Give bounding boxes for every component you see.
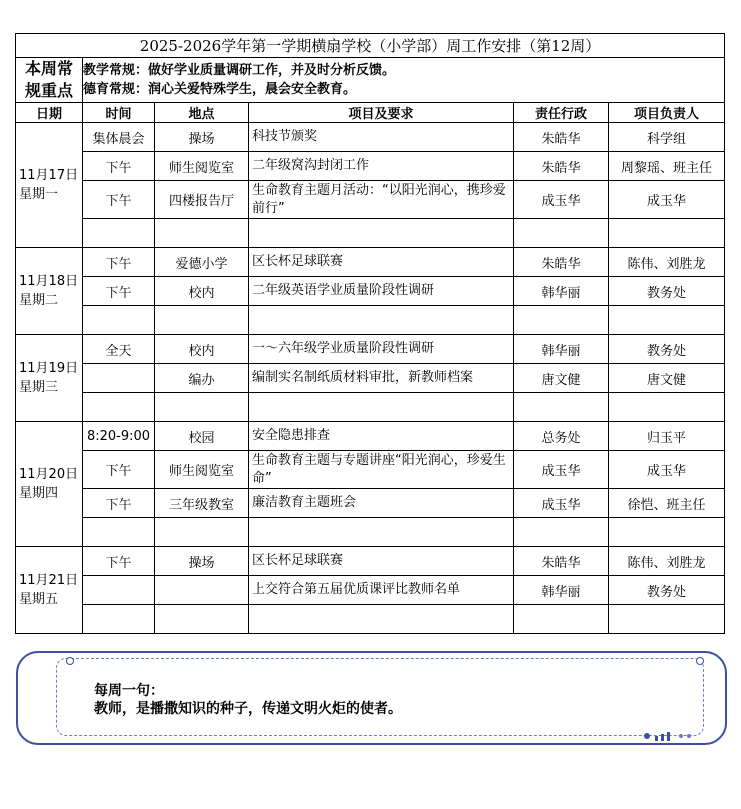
time-cell: 8:20-9:00	[83, 422, 155, 451]
weekday-label: 星期四	[19, 486, 59, 501]
header-admin: 责任行政	[514, 103, 609, 123]
empty-row	[16, 306, 725, 335]
time-cell: 全天	[83, 335, 155, 364]
focus-label-line2: 规重点	[24, 81, 73, 100]
place-cell: 校内	[155, 277, 249, 306]
leader-cell: 徐恺、班主任	[609, 489, 725, 518]
time-cell: 下午	[83, 248, 155, 277]
time-cell: 下午	[83, 451, 155, 489]
item-cell: 一～六年级学业质量阶段性调研	[249, 335, 514, 364]
header-place: 地点	[155, 103, 249, 123]
time-cell: 下午	[83, 489, 155, 518]
focus-label-line1: 本周常	[24, 59, 73, 78]
date-cell	[16, 335, 83, 422]
leader-cell: 成玉华	[609, 451, 725, 489]
item-cell: 科技节颁奖	[249, 123, 514, 152]
leader-cell: 成玉华	[609, 181, 725, 219]
table-row	[16, 451, 725, 489]
table-row	[16, 123, 725, 152]
place-cell: 师生阅览室	[155, 152, 249, 181]
place-cell: 操场	[155, 547, 249, 576]
time-cell: 下午	[83, 152, 155, 181]
date-label: 11月21日	[19, 573, 79, 588]
place-cell: 操场	[155, 123, 249, 152]
weekly-focus-content	[83, 58, 725, 103]
time-cell	[83, 364, 155, 393]
admin-cell: 朱皓华	[514, 248, 609, 277]
signal-bars-icon	[643, 731, 695, 741]
item-cell: 生命教育主题与专题讲座“阳光润心，珍爱生命”	[249, 451, 514, 489]
table-row	[16, 181, 725, 219]
weekday-label: 星期三	[19, 380, 59, 395]
leader-cell: 教务处	[609, 277, 725, 306]
place-cell: 三年级教室	[155, 489, 249, 518]
weekday-label: 星期五	[19, 592, 59, 607]
frame-dot-icon	[696, 657, 704, 665]
place-cell	[155, 576, 249, 605]
leader-cell: 教务处	[609, 576, 725, 605]
place-cell: 爱德小学	[155, 248, 249, 277]
item-cell: 生命教育主题月活动：“以阳光润心，携珍爱前行”	[249, 181, 514, 219]
place-cell: 校内	[155, 335, 249, 364]
frame-dot-icon	[66, 657, 74, 665]
header-leader: 项目负责人	[609, 103, 725, 123]
item-cell: 安全隐患排查	[249, 422, 514, 451]
item-cell: 编制实名制纸质材料审批，新教师档案	[249, 364, 514, 393]
table-row	[16, 547, 725, 576]
leader-cell: 教务处	[609, 335, 725, 364]
time-cell: 下午	[83, 181, 155, 219]
place-cell: 四楼报告厅	[155, 181, 249, 219]
table-header-row	[16, 103, 725, 123]
date-label: 11月20日	[19, 467, 79, 482]
table-row	[16, 364, 725, 393]
weekly-focus-label	[16, 58, 83, 103]
empty-row	[16, 219, 725, 248]
empty-row	[16, 518, 725, 547]
item-cell: 廉洁教育主题班会	[249, 489, 514, 518]
leader-cell: 陈伟、刘胜龙	[609, 547, 725, 576]
place-cell: 师生阅览室	[155, 451, 249, 489]
item-cell: 上交符合第五届优质课评比教师名单	[249, 576, 514, 605]
page-title: 2025-2026学年第一学期横扇学校（小学部）周工作安排（第12周）	[16, 34, 725, 58]
date-cell	[16, 422, 83, 547]
item-cell: 区长杯足球联赛	[249, 547, 514, 576]
header-date: 日期	[16, 103, 83, 123]
admin-cell: 朱皓华	[514, 152, 609, 181]
date-cell	[16, 248, 83, 335]
leader-cell: 归玉平	[609, 422, 725, 451]
table-row	[16, 422, 725, 451]
date-label: 11月17日	[19, 168, 79, 183]
table-row	[16, 277, 725, 306]
quote-title: 每周一句：	[94, 683, 164, 699]
time-cell	[83, 576, 155, 605]
weekly-schedule-table	[15, 33, 725, 634]
admin-cell: 朱皓华	[514, 123, 609, 152]
date-label: 11月18日	[19, 274, 79, 289]
admin-cell: 朱皓华	[514, 547, 609, 576]
teaching-focus: 教学常规：做好学业质量调研工作，并及时分析反馈。	[83, 63, 396, 78]
table-row	[16, 248, 725, 277]
leader-cell: 陈伟、刘胜龙	[609, 248, 725, 277]
empty-row	[16, 393, 725, 422]
leader-cell: 唐文健	[609, 364, 725, 393]
admin-cell: 成玉华	[514, 181, 609, 219]
time-cell: 集体晨会	[83, 123, 155, 152]
weekday-label: 星期一	[19, 187, 59, 202]
date-cell	[16, 547, 83, 634]
time-cell: 下午	[83, 277, 155, 306]
header-time: 时间	[83, 103, 155, 123]
admin-cell: 韩华丽	[514, 277, 609, 306]
admin-cell: 总务处	[514, 422, 609, 451]
date-label: 11月19日	[19, 361, 79, 376]
admin-cell: 成玉华	[514, 451, 609, 489]
table-row	[16, 152, 725, 181]
leader-cell: 周黎瑶、班主任	[609, 152, 725, 181]
moral-focus: 德育常规：润心关爱特殊学生，晨会安全教育。	[83, 82, 357, 97]
date-cell	[16, 123, 83, 248]
weekday-label: 星期二	[19, 293, 59, 308]
quote-text: 教师，是播撒知识的种子，传递文明火炬的使者。	[94, 701, 402, 717]
table-row	[16, 489, 725, 518]
item-cell: 二年级英语学业质量阶段性调研	[249, 277, 514, 306]
table-row	[16, 576, 725, 605]
empty-row	[16, 605, 725, 634]
place-cell: 校园	[155, 422, 249, 451]
header-item: 项目及要求	[249, 103, 514, 123]
admin-cell: 韩华丽	[514, 335, 609, 364]
admin-cell: 成玉华	[514, 489, 609, 518]
item-cell: 区长杯足球联赛	[249, 248, 514, 277]
admin-cell: 唐文健	[514, 364, 609, 393]
admin-cell: 韩华丽	[514, 576, 609, 605]
item-cell: 二年级窝沟封闭工作	[249, 152, 514, 181]
leader-cell: 科学组	[609, 123, 725, 152]
time-cell: 下午	[83, 547, 155, 576]
place-cell: 编办	[155, 364, 249, 393]
table-row	[16, 335, 725, 364]
